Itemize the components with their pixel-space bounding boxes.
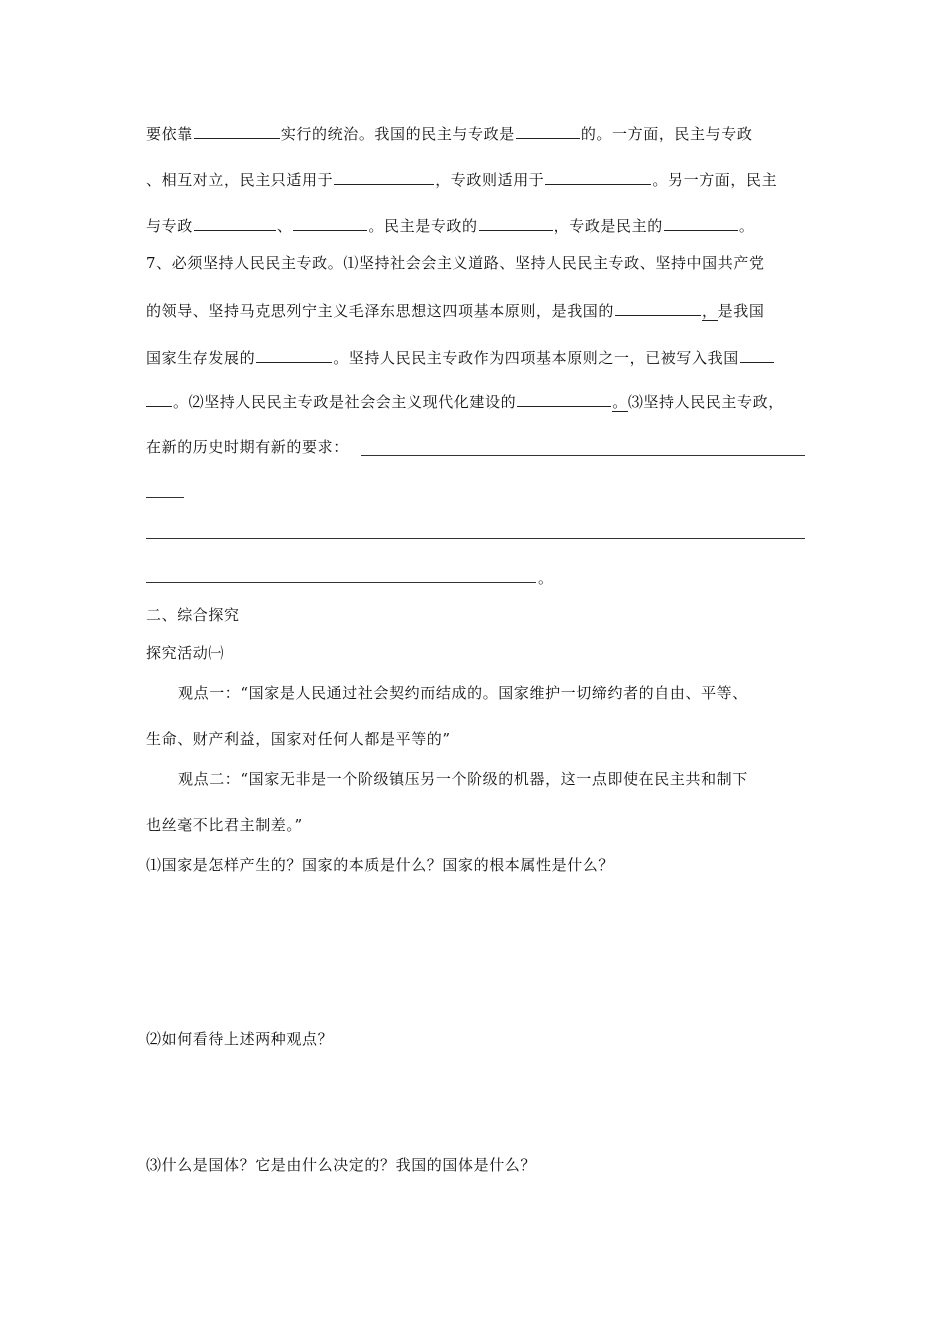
text-segment: 7、必须坚持人民民主专政。⑴坚持社会会主义道路、坚持人民民主专政、坚持中国共产党 <box>146 254 765 272</box>
blank-field[interactable] <box>194 214 276 231</box>
blank-field[interactable] <box>664 214 738 231</box>
text-segment: ， <box>702 302 718 320</box>
text-segment: 在新的历史时期有新的要求： <box>146 438 349 456</box>
text-segment: 。民主是专政的 <box>368 217 478 235</box>
question-1: ⑴国家是怎样产生的？国家的本质是什么？国家的根本属性是什么？ <box>146 856 615 874</box>
blank-field[interactable] <box>146 390 172 407</box>
question-2: ⑵如何看待上述两种观点？ <box>146 1030 334 1048</box>
text-segment: 实行的统治。我国的民主与专政是 <box>280 125 515 143</box>
text-segment: 与专政 <box>146 217 193 235</box>
blank-field[interactable] <box>256 346 332 363</box>
section-heading: 二、综合探究 <box>146 606 240 624</box>
text-line <box>146 214 754 236</box>
text-segment: 、 <box>276 217 293 235</box>
text-segment: ，专政是民主的 <box>553 217 663 235</box>
text-line <box>146 168 777 190</box>
text-line <box>538 568 554 588</box>
text-segment: 国家生存发展的 <box>146 349 256 367</box>
question-3: ⑶什么是国体？它是由什么决定的？我国的国体是什么？ <box>146 1156 537 1174</box>
blank-field[interactable] <box>615 299 701 316</box>
text-segment: 、相互对立，民主只适用于 <box>146 171 334 189</box>
answer-line[interactable] <box>146 582 536 583</box>
text-line <box>146 437 349 457</box>
item-7-heading <box>146 253 765 273</box>
text-segment: 的领导、坚持马克思列宁主义毛泽东思想这四项基本原则，是我国的 <box>146 302 615 320</box>
viewpoint-1-cont: 生命、财产利益，国家对任何人都是平等的” <box>146 730 451 748</box>
text-segment: 的。一方面，民主与专政 <box>580 125 753 143</box>
blank-field[interactable] <box>293 214 367 231</box>
blank-field[interactable] <box>517 390 611 407</box>
blank-field[interactable] <box>545 168 651 185</box>
answer-line[interactable] <box>146 497 184 498</box>
blank-field[interactable] <box>479 214 553 231</box>
viewpoint-1: 观点一：“国家是人民通过社会契约而结成的。国家维护一切缔约者的自由、平等、 <box>178 684 748 702</box>
text-segment: ，专政则适用于 <box>435 171 545 189</box>
viewpoint-2-cont: 也丝毫不比君主制差。” <box>146 816 303 834</box>
blank-field[interactable] <box>194 122 280 139</box>
blank-field[interactable] <box>516 122 580 139</box>
text-line <box>146 122 752 144</box>
activity-heading: 探究活动㈠ <box>146 644 225 662</box>
text-segment: 。坚持人民民主专政作为四项基本原则之一，已被写入我国 <box>333 349 739 367</box>
text-segment: 。⑵坚持人民民主专政是社会会主义现代化建设的 <box>173 393 517 411</box>
text-segment: ⑶坚持人民民主专政， <box>627 393 784 411</box>
text-segment: 是我国 <box>717 302 765 320</box>
text-segment: 。 <box>612 393 628 411</box>
text-line <box>146 346 775 368</box>
text-segment: 。 <box>738 217 755 235</box>
text-segment: 。另一方面，民主 <box>652 171 778 189</box>
text-segment: 要依靠 <box>146 125 193 143</box>
text-segment: 。 <box>538 569 554 587</box>
answer-line[interactable] <box>361 455 805 456</box>
text-line <box>146 390 784 412</box>
blank-field[interactable] <box>334 168 434 185</box>
text-line <box>146 299 764 321</box>
answer-line[interactable] <box>146 538 805 539</box>
viewpoint-2: 观点二：“国家无非是一个阶级镇压另一个阶级的机器，这一点即使在民主共和制下 <box>178 770 748 788</box>
blank-field[interactable] <box>740 346 774 363</box>
